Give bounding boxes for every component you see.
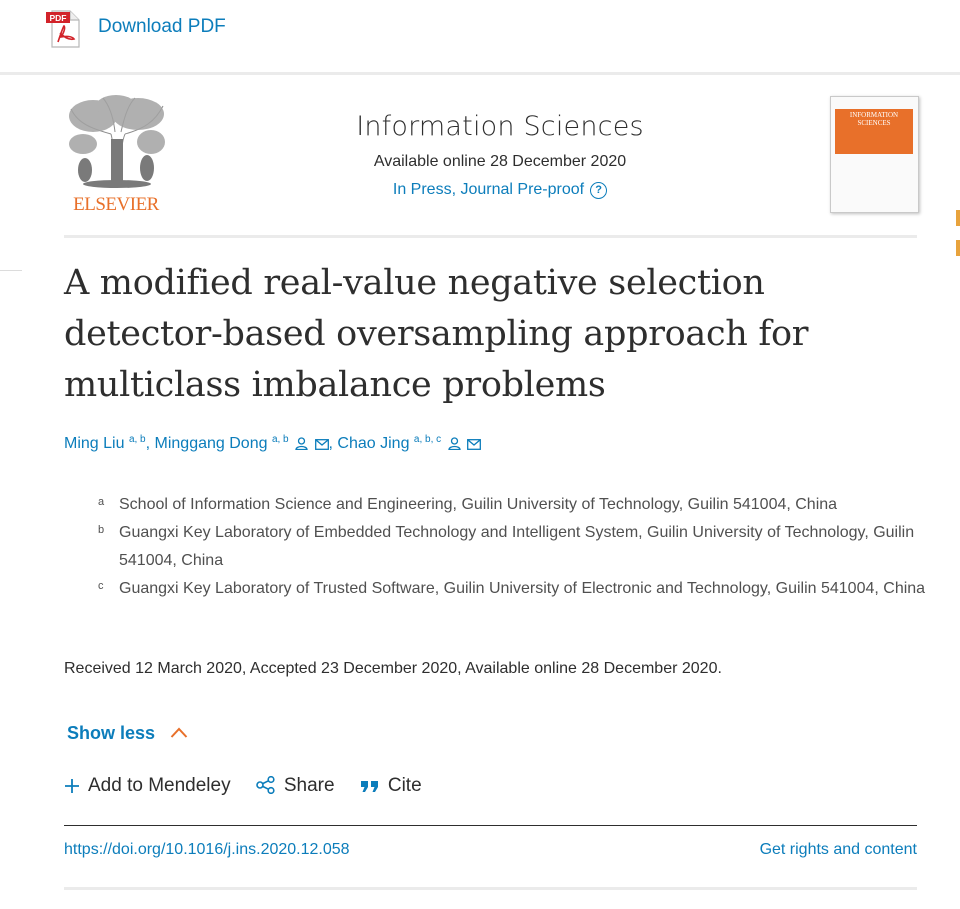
- plus-icon: [64, 778, 80, 794]
- author-affiliation-sup: a, b, c: [413, 434, 442, 445]
- cover-title: INFORMATION SCIENCES: [849, 111, 899, 127]
- publisher-name: ELSEVIER: [73, 194, 159, 214]
- download-pdf-link[interactable]: Download PDF: [98, 16, 226, 37]
- affiliation-item: [96, 575, 926, 603]
- person-icon[interactable]: [295, 437, 308, 455]
- bottom-divider: [64, 887, 917, 890]
- add-to-mendeley-label[interactable]: Add to Mendeley: [88, 775, 231, 796]
- available-online: Available online 28 December 2020: [373, 153, 627, 170]
- left-tick: [0, 270, 22, 271]
- show-less-button[interactable]: [67, 722, 188, 744]
- author-link[interactable]: Ming Liu: [64, 435, 125, 452]
- doi-link[interactable]: https://doi.org/10.1016/j.ins.2020.12.058: [64, 841, 350, 858]
- pdf-badge-text: PDF: [49, 13, 67, 23]
- article-actions: [64, 775, 442, 797]
- affiliation-item: [96, 491, 926, 519]
- share-label[interactable]: Share: [283, 775, 335, 796]
- elsevier-logo[interactable]: [63, 94, 169, 214]
- mail-icon[interactable]: [315, 437, 329, 455]
- affiliation-item: [96, 519, 926, 575]
- rights-link[interactable]: Get rights and content: [759, 841, 917, 858]
- in-press-label[interactable]: In Press, Journal Pre-proof: [392, 181, 585, 198]
- cite-button[interactable]: [360, 775, 422, 797]
- chevron-up-icon[interactable]: [170, 722, 188, 743]
- journal-title[interactable]: Information Sciences: [356, 111, 644, 142]
- actions-divider: [64, 825, 917, 826]
- scroll-marker: [956, 240, 960, 256]
- cite-label[interactable]: Cite: [387, 775, 422, 796]
- affiliation-text: School of Information Science and Engineering, Guilin University of Technology, Guilin 541004, China: [119, 496, 838, 513]
- help-icon[interactable]: ?: [590, 182, 607, 199]
- show-less-label[interactable]: Show less: [67, 723, 156, 743]
- in-press-status[interactable]: [250, 181, 750, 199]
- affiliation-list: [96, 491, 926, 603]
- affiliation-text: Guangxi Key Laboratory of Trusted Software, Guilin University of Electronic and Technology, Guilin 541004, China: [119, 580, 926, 597]
- share-button[interactable]: [256, 775, 335, 797]
- top-divider: [0, 72, 960, 75]
- journal-cover-image[interactable]: [830, 96, 919, 213]
- mail-icon[interactable]: [467, 437, 481, 455]
- quote-icon: [360, 778, 380, 794]
- author-link[interactable]: Chao Jing: [337, 435, 410, 452]
- scroll-marker: [956, 210, 960, 226]
- pdf-icon[interactable]: [46, 9, 82, 49]
- affiliation-label: b: [98, 524, 105, 536]
- affiliation-label: a: [98, 496, 105, 508]
- top-bar: [0, 0, 960, 72]
- person-icon[interactable]: [448, 437, 461, 455]
- article-history: Received 12 March 2020, Accepted 23 December 2020, Available online 28 December 2020.: [64, 660, 722, 677]
- header-divider: [64, 235, 917, 238]
- author-list: Ming Liu $^{a, b}$, Minggang Dong $^{a, b}$ , Chao Jing $^{a, b, c}$: [64, 434, 481, 455]
- affiliation-label: c: [98, 580, 104, 592]
- affiliation-text: Guangxi Key Laboratory of Embedded Technology and Intelligent System, Guilin University of Technology, Guilin 541004, China: [119, 524, 915, 569]
- author-affiliation-sup: a, b: [271, 434, 289, 445]
- author-link[interactable]: Minggang Dong: [154, 435, 268, 452]
- add-to-mendeley-button[interactable]: [64, 775, 231, 797]
- share-icon: [256, 776, 276, 794]
- article-title: A modified real-value negative selection detector-based oversampling approach for multiclass imbalance problems: [64, 263, 809, 405]
- author-affiliation-sup: a, b: [128, 434, 146, 445]
